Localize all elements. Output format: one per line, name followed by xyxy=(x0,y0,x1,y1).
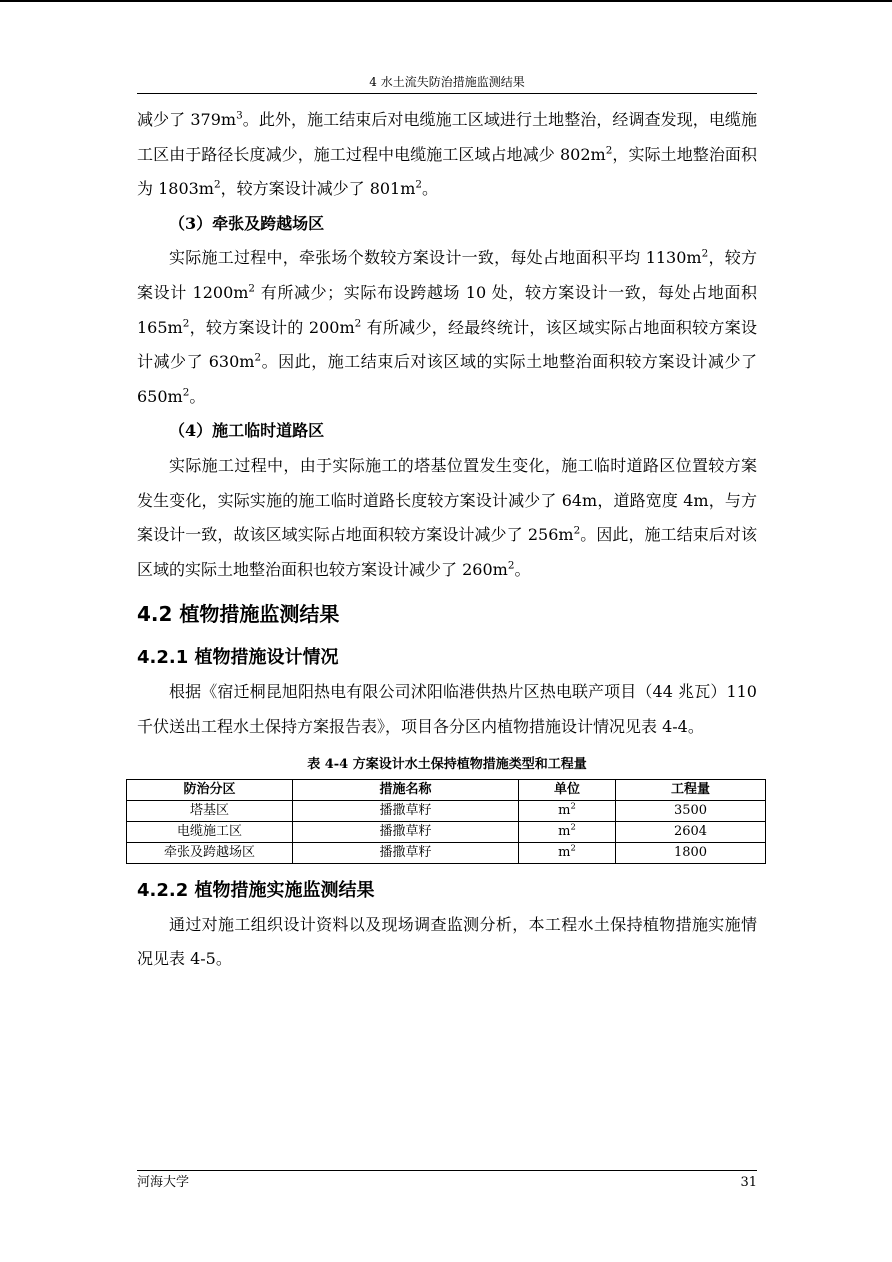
unit-base: m xyxy=(558,823,571,839)
table-row xyxy=(127,842,766,863)
cell-quantity: 1800 xyxy=(616,842,766,863)
page-content xyxy=(137,103,757,977)
unit-sup: 2 xyxy=(570,842,576,853)
cell-quantity: 3500 xyxy=(616,800,766,821)
section-4-2-1-heading: 4.2.1 植物措施设计情况 xyxy=(137,647,339,669)
table-row xyxy=(127,800,766,821)
header-rule xyxy=(137,93,757,94)
section-4-2-heading: 4.2 植物措施监测结果 xyxy=(137,602,340,627)
superscript: 2 xyxy=(507,559,515,572)
section-4-2-2-heading: 4.2.2 植物措施实施监测结果 xyxy=(137,879,375,901)
cell-measure: 播撒草籽 xyxy=(293,800,519,821)
cell-zone: 牵张及跨越场区 xyxy=(127,842,293,863)
paragraph-5: 通过对施工组织设计资料以及现场调查监测分析，本工程水土保持植物措施实施情况见表 4-5。 xyxy=(137,914,757,969)
paragraph-4: 根据《宿迁桐昆旭阳热电有限公司沭阳临港供热片区热电联产项目（44 兆瓦）110 千伏送出工程水土保持方案报告表》，项目各分区内植物措施设计情况见表 4-4。 xyxy=(137,682,757,736)
superscript: 2 xyxy=(182,386,190,399)
table-4-4-caption: 表 4-4 方案设计水土保持植物措施类型和工程量 xyxy=(307,756,587,772)
subsection-4-heading: （4）施工临时道路区 xyxy=(169,421,325,441)
subsection-3-heading: （3）牵张及跨越场区 xyxy=(169,213,325,233)
col-header-zone: 防治分区 xyxy=(127,779,293,800)
superscript: 2 xyxy=(701,248,709,261)
page-top-border xyxy=(0,0,892,2)
cell-quantity: 2604 xyxy=(616,821,766,842)
footer-rule xyxy=(137,1170,757,1171)
superscript: 2 xyxy=(254,351,262,364)
superscript: 2 xyxy=(573,524,581,537)
unit-sup: 2 xyxy=(570,821,576,832)
superscript: 2 xyxy=(213,178,221,191)
superscript: 2 xyxy=(605,144,613,157)
superscript: 2 xyxy=(354,317,362,330)
unit-base: m xyxy=(558,844,571,860)
cell-measure: 播撒草籽 xyxy=(293,842,519,863)
superscript: 2 xyxy=(415,178,423,191)
cell-zone: 塔基区 xyxy=(127,800,293,821)
table-header-row xyxy=(127,779,766,800)
paragraph-2: 实际施工过程中，牵张场个数较方案设计一致，每处占地面积平均 $1130m^2$，较方案设计 $1200m^2$ 有所减少；实际布设跨越场 10 处，较方案设计一致，每处占地面积 $165m^2$，较方案设计的 $200m^2$ 有所减少，经最终统计，该区域实际占地面积较方案设计减少了 $630m^2$。因此，施工结束后对该区域的实际土地整治面积较方案设计减少了 $650m^2$。 xyxy=(137,248,757,406)
col-header-quantity: 工程量 xyxy=(616,779,766,800)
unit-base: m xyxy=(558,802,571,818)
cell-zone: 电缆施工区 xyxy=(127,821,293,842)
col-header-unit: 单位 xyxy=(519,779,616,800)
unit-sup: 2 xyxy=(570,800,576,811)
page-number: 31 xyxy=(740,1175,757,1190)
cell-unit xyxy=(519,842,616,863)
running-header: 4 水土流失防治措施监测结果 xyxy=(369,75,525,89)
superscript: 3 xyxy=(236,109,243,122)
table-row xyxy=(127,821,766,842)
table-4-4 xyxy=(126,779,766,864)
paragraph-3: 实际施工过程中，由于实际施工的塔基位置发生变化，施工临时道路区位置较方案发生变化，实际实施的施工临时道路长度较方案设计减少了 64m，道路宽度 4m，与方案设计一致，故该区域实际占地面积较方案设计减少了 $256m^2$。因此，施工结束后对该区域的实际土地整治面积也较方案设计减少了 $260m^2$。 xyxy=(137,455,757,579)
cell-unit xyxy=(519,800,616,821)
superscript: 2 xyxy=(182,317,190,330)
col-header-measure: 措施名称 xyxy=(293,779,519,800)
cell-unit xyxy=(519,821,616,842)
cell-measure: 播撒草籽 xyxy=(293,821,519,842)
footer-institution: 河海大学 xyxy=(137,1175,190,1190)
superscript: 2 xyxy=(248,282,256,295)
paragraph-1: 减少了 $379m^3$。此外，施工结束后对电缆施工区域进行土地整治，经调查发现，电缆施工区由于路径长度减少，施工过程中电缆施工区域占地减少 $802m^2$，实际土地整治面积为 $1803m^2$，较方案设计减少了 $801m^2$。 xyxy=(137,109,757,199)
